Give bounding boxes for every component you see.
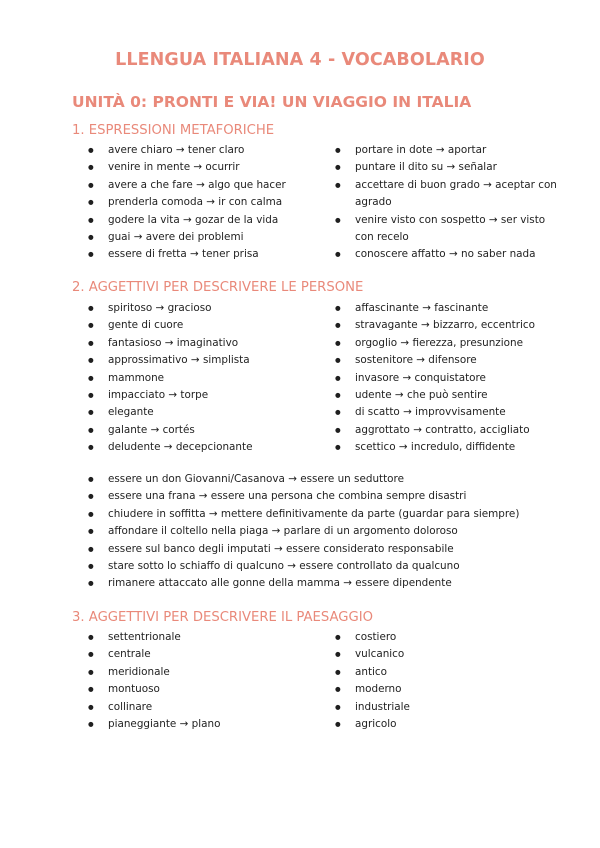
list-item: ● udente → che può sentire — [335, 387, 570, 404]
list-item: ● settentrionale — [88, 629, 328, 646]
list-item: ● industriale — [335, 699, 570, 716]
list-item: ● gente di cuore — [88, 317, 328, 334]
list-item: ● scettico → incredulo, diffidente — [335, 439, 570, 456]
list-item: ● stare sotto lo schiaffo di qualcuno → essere controllato da qualcuno — [88, 558, 568, 575]
list-item: ● guai → avere dei problemi — [88, 229, 328, 246]
list-item: ● affascinante → fascinante — [335, 300, 570, 317]
list-item: ● agricolo — [335, 716, 570, 733]
list-item: ● collinare — [88, 699, 328, 716]
list-item: ● essere una frana → essere una persona che combina sempre disastri — [88, 488, 568, 505]
list-item: ● portare in dote → aportar — [335, 142, 570, 159]
list-item: ● fantasioso → imaginativo — [88, 335, 328, 352]
list-item: ● accettare di buon grado → aceptar con — [335, 177, 570, 194]
list-item: ● moderno — [335, 681, 570, 698]
list-item: ● antico — [335, 664, 570, 681]
list-item: ● sostenitore → difensore — [335, 352, 570, 369]
list-item: ● essere di fretta → tener prisa — [88, 246, 328, 263]
document-title: LLENGUA ITALIANA 4 - VOCABOLARIO — [115, 50, 485, 70]
list-item: ● pianeggiante → plano — [88, 716, 328, 733]
list-item: ● mammone — [88, 370, 328, 387]
list-item: ● approssimativo → simplista — [88, 352, 328, 369]
list-item: ● costiero — [335, 629, 570, 646]
list-item: ● godere la vita → gozar de la vida — [88, 212, 328, 229]
list-item-continuation: agrado — [355, 196, 392, 209]
list-item: ● di scatto → improvvisamente — [335, 404, 570, 421]
persone-right-list — [335, 300, 570, 457]
list-item: ● montuoso — [88, 681, 328, 698]
list-item: ● chiudere in soffitta → mettere definitivamente da parte (guardar para siempre) — [88, 506, 568, 523]
list-item: ● venire visto con sospetto → ser visto — [335, 212, 570, 229]
list-item: ● prenderla comoda → ir con calma — [88, 194, 328, 211]
unit-title: UNITÀ 0: PRONTI E VIA! UN VIAGGIO IN ITALIA — [72, 93, 472, 111]
list-item: ● essere sul banco degli imputati → essere considerato responsabile — [88, 541, 568, 558]
espressioni-right-list — [335, 142, 570, 264]
section-title-persone: 2. AGGETTIVI PER DESCRIVERE LE PERSONE — [72, 280, 364, 295]
list-item: ● elegante — [88, 404, 328, 421]
list-item: ● avere a che fare → algo que hacer — [88, 177, 328, 194]
list-item: ● vulcanico — [335, 646, 570, 663]
list-item: ● deludente → decepcionante — [88, 439, 328, 456]
section-title-espressioni: 1. ESPRESSIONI METAFORICHE — [72, 123, 275, 138]
list-item: ● puntare il dito su → señalar — [335, 159, 570, 176]
list-item: ● spiritoso → gracioso — [88, 300, 328, 317]
list-item: ● galante → cortés — [88, 422, 328, 439]
paesaggio-right-list — [335, 629, 570, 733]
list-item: ● centrale — [88, 646, 328, 663]
list-item: ● rimanere attaccato alle gonne della mamma → essere dipendente — [88, 575, 568, 592]
list-item: ● affondare il coltello nella piaga → parlare di un argomento doloroso — [88, 523, 568, 540]
list-item: ● venire in mente → ocurrir — [88, 159, 328, 176]
list-item: ● orgoglio → fierezza, presunzione — [335, 335, 570, 352]
paesaggio-left-list — [88, 629, 328, 733]
list-item: ● impacciato → torpe — [88, 387, 328, 404]
list-item-continuation: con recelo — [355, 231, 409, 244]
list-item: ● stravagante → bizzarro, eccentrico — [335, 317, 570, 334]
espressioni-left-list — [88, 142, 328, 264]
list-item: ● avere chiaro → tener claro — [88, 142, 328, 159]
list-item: ● conoscere affatto → no saber nada — [335, 246, 570, 263]
persone-left-list — [88, 300, 328, 457]
section-title-paesaggio: 3. AGGETTIVI PER DESCRIVERE IL PAESAGGIO — [72, 610, 374, 625]
list-item: ● invasore → conquistatore — [335, 370, 570, 387]
list-item: ● meridionale — [88, 664, 328, 681]
list-item: ● essere un don Giovanni/Casanova → essere un seduttore — [88, 471, 568, 488]
list-item: ● aggrottato → contratto, accigliato — [335, 422, 570, 439]
persone-expressions-list — [88, 471, 568, 593]
